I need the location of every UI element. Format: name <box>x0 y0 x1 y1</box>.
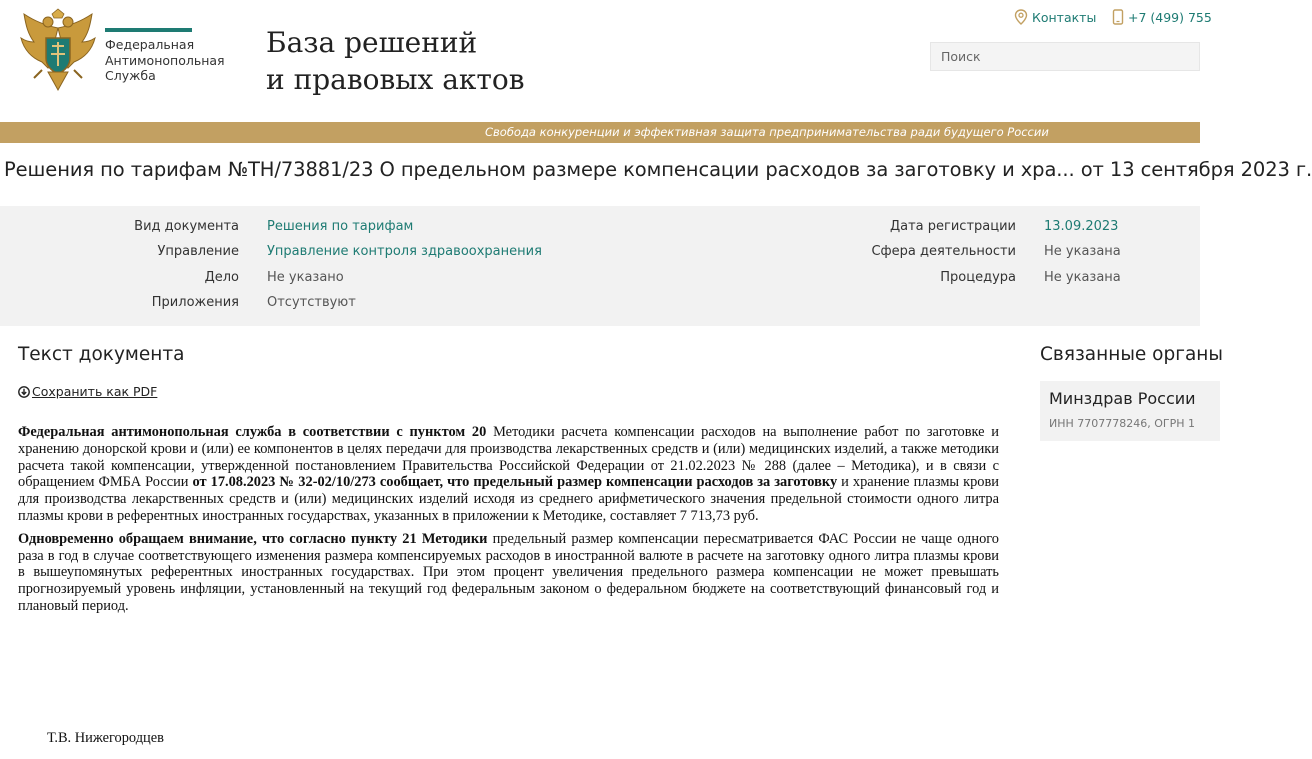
signature: Т.В. Нижегородцев <box>47 730 164 746</box>
search-input[interactable] <box>931 43 1199 70</box>
text-segment: от 17.08.2023 № 32-02/10/273 сообщает, что предельный размер компенсации расходов за заготовку <box>192 474 838 491</box>
text-segment: Одновременно обращаем внимание, что согласно пункту 21 Методики <box>18 530 493 547</box>
document-paragraph <box>18 424 999 525</box>
meta-value-reg-date[interactable]: 13.09.2023 <box>1044 219 1119 234</box>
download-circle-icon <box>18 386 30 401</box>
document-paragraph <box>18 531 999 615</box>
slogan-bar <box>0 122 1200 143</box>
meta-row <box>0 268 1200 288</box>
site-title-link[interactable] <box>266 24 525 98</box>
org-name-line: Федеральная <box>105 37 195 52</box>
document-body <box>18 424 999 621</box>
document-text-heading: Текст документа <box>18 344 185 365</box>
text-segment: и хранение плазмы крови для производства лекарственных средств и (или) медицинских изделий исходя из среднего арифметического значения предельной стоимости одного литра плазмы крови в референтных иностранных государствах, указанных в приложении к Методике, составляет 7 713,73 руб. <box>18 474 999 524</box>
text-segment: предельный размер компенсации пересматривается ФАС России не чаще одного раза в год в случае соответствующего изменения размера компенсируемых расходов в иностранной валюте в расчете на заготовку одного литра плазмы крови в вышеупомянутых референтных иностранных государствах. При этом процент увеличения предельного размера компенсации не может превышать прогнозируемый уровень инфляции, установленный на текущий год федеральным законом о федеральном бюджете на соответствующий финансовый год и плановый период. <box>18 530 999 614</box>
contacts-link[interactable] <box>1014 9 1096 28</box>
related-org-ids: ИНН 7707778246, ОГРН 1 <box>1049 417 1196 430</box>
document-title: Решения по тарифам №ТН/73881/23 О предельном размере компенсации расходов за заготовку и хра... от 13 сентября 2023 г. <box>4 158 1312 181</box>
site-title-line: База решений <box>266 26 478 59</box>
search-box <box>930 42 1200 71</box>
meta-value-doc-type[interactable]: Решения по тарифам <box>267 219 414 234</box>
meta-value-department[interactable]: Управление контроля здравоохранения <box>267 244 542 259</box>
save-pdf-label: Сохранить как PDF <box>32 384 158 399</box>
meta-value-case: Не указано <box>267 270 344 285</box>
meta-label-case: Дело <box>204 270 239 285</box>
meta-value-procedure: Не указана <box>1044 270 1121 285</box>
org-name <box>105 37 225 84</box>
meta-label-procedure: Процедура <box>940 270 1016 285</box>
org-name-line: Антимонопольная <box>105 52 225 68</box>
phone-icon <box>1112 9 1124 28</box>
meta-row <box>0 217 1200 237</box>
site-header <box>0 0 1212 122</box>
phone-link[interactable] <box>1112 9 1212 28</box>
document-meta <box>0 206 1200 326</box>
slogan-text: Свобода конкуренции и эффективная защита предпринимательства ради будущего России <box>485 125 1049 139</box>
meta-label-reg-date: Дата регистрации <box>889 219 1016 234</box>
org-accent-bar <box>105 28 192 32</box>
org-name-line: Служба <box>105 68 156 83</box>
fas-emblem-logo[interactable] <box>18 8 98 96</box>
meta-row <box>0 293 1200 313</box>
related-orgs-heading: Связанные органы <box>1040 344 1224 365</box>
meta-value-sphere: Не указана <box>1044 244 1121 259</box>
meta-label-doc-type: Вид документа <box>134 219 239 234</box>
contacts-label: Контакты <box>1031 10 1097 25</box>
map-pin-icon <box>1014 9 1028 28</box>
text-segment: Федеральная антимонопольная служба в соответствии с пунктом 20 <box>18 424 494 440</box>
org-name-block <box>105 28 225 84</box>
phone-number: +7 (499) 755 <box>1127 10 1212 25</box>
meta-label-attachments: Приложения <box>151 295 239 310</box>
meta-value-attachments: Отсутствуют <box>267 295 356 310</box>
save-pdf-link[interactable] <box>18 384 157 401</box>
related-org-card[interactable] <box>1040 381 1220 441</box>
text-segment: Методики расчета компенсации расходов на выполнение работ по заготовке и хранению донорской крови и (или) ее компонентов в целях передачи для производства лекарственных средств и (или) медицинских изделий, а также методики расчета такой компенсации, утвержденной постановлением Правительства Российской Федерации от 21.02.2023 № 288 (далее – Методика), и в связи с обращением ФМБА России <box>18 424 1000 491</box>
meta-label-department: Управление <box>157 244 239 259</box>
site-title-line: и правовых актов <box>266 63 525 96</box>
meta-label-sphere: Сфера деятельности <box>871 244 1016 259</box>
meta-row <box>0 242 1200 262</box>
related-org-name: Минздрав России <box>1049 389 1196 408</box>
